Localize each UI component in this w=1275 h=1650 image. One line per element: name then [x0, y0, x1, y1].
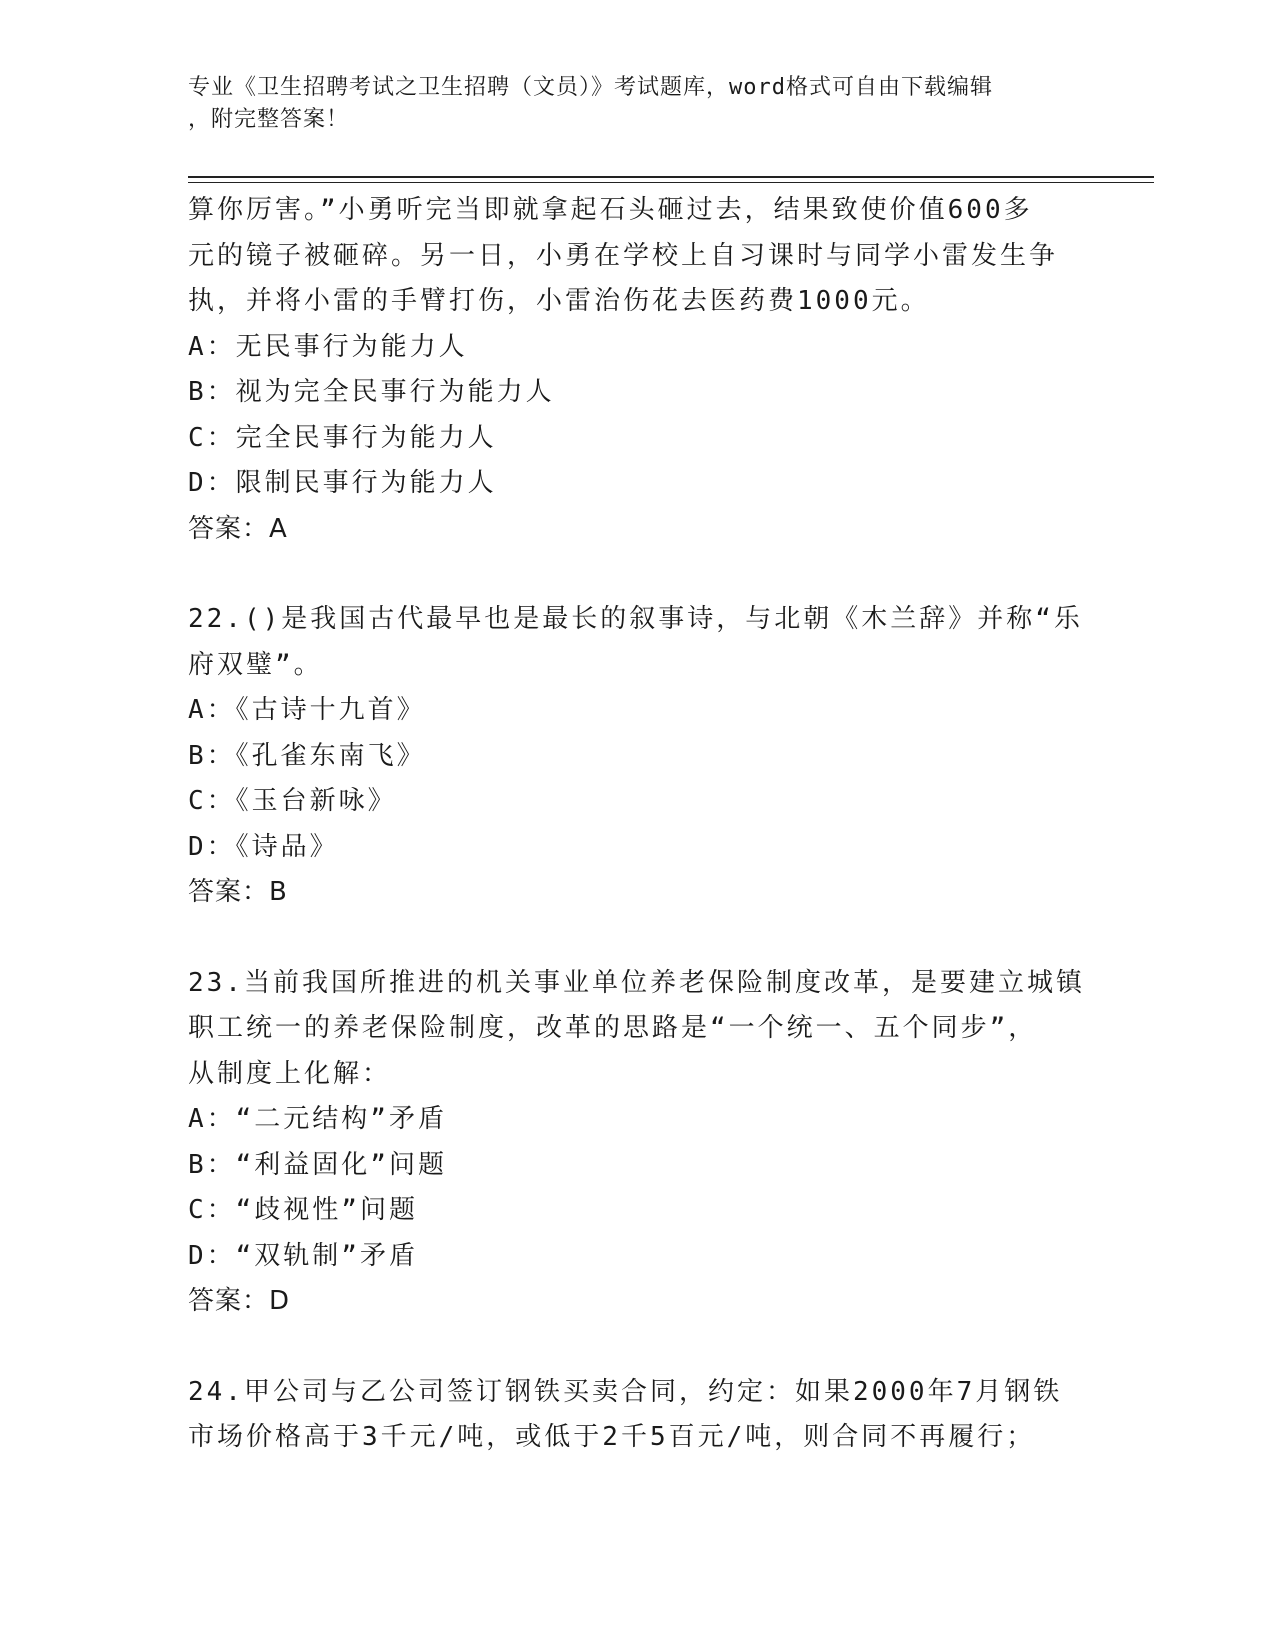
option-d: D：《诗品》 [188, 831, 339, 862]
question-stem-line: 算你厉害。”小勇听完当即就拿起石头砸过去，结果致使价值600多 [188, 195, 1033, 225]
answer-line: 答案：B [188, 877, 288, 907]
option-d: D：限制民事行为能力人 [188, 468, 497, 498]
question-stem-line: 22.()是我国古代最早也是最长的叙事诗，与北朝《木兰辞》并称“乐 [188, 604, 1083, 634]
header-title-line-1: 专业《卫生招聘考试之卫生招聘（文员）》考试题库，word格式可自由下载编辑 [188, 75, 993, 100]
option-c: C：“歧视性”问题 [188, 1195, 418, 1225]
page-header [188, 72, 1088, 136]
document-body [188, 188, 1088, 1461]
option-c: C：《玉台新咏》 [188, 786, 397, 816]
option-b: B：《孔雀东南飞》 [188, 740, 426, 771]
question-23 [188, 961, 1088, 1325]
option-c: C：完全民事行为能力人 [188, 422, 497, 453]
option-a: A：“二元结构”矛盾 [188, 1104, 447, 1134]
question-22 [188, 597, 1088, 916]
question-stem-line: 元的镜子被砸碎。另一日，小勇在学校上自习课时与同学小雷发生争 [188, 240, 1059, 271]
answer-line: 答案：D [188, 1286, 291, 1316]
question-stem-line: 职工统一的养老保险制度，改革的思路是“一个统一、五个同步”， [188, 1013, 1038, 1043]
option-a: A：《古诗十九首》 [188, 695, 426, 725]
answer-line: 答案：A [188, 513, 288, 544]
question-21 [188, 188, 1088, 552]
question-stem-line: 24.甲公司与乙公司签订钢铁买卖合同，约定：如果2000年7月钢铁 [188, 1376, 1063, 1407]
option-a: A：无民事行为能力人 [188, 331, 468, 362]
question-stem-line: 23.当前我国所推进的机关事业单位养老保险制度改革，是要建立城镇 [188, 967, 1085, 998]
option-b: B：视为完全民事行为能力人 [188, 377, 555, 407]
header-divider [188, 176, 1154, 183]
header-title-line-2: ，附完整答案！ [188, 107, 350, 132]
question-stem-line: 市场价格高于3千元/吨，或低于2千5百元/吨，则合同不再履行； [188, 1422, 1036, 1452]
question-stem-line: 执，并将小雷的手臂打伤，小雷治伤花去医药费1000元。 [188, 286, 930, 316]
question-stem-line: 从制度上化解： [188, 1058, 392, 1089]
option-d: D：“双轨制”矛盾 [188, 1240, 418, 1271]
question-stem-line: 府双璧”。 [188, 649, 323, 680]
option-b: B：“利益固化”问题 [188, 1149, 447, 1180]
question-24 [188, 1370, 1088, 1461]
